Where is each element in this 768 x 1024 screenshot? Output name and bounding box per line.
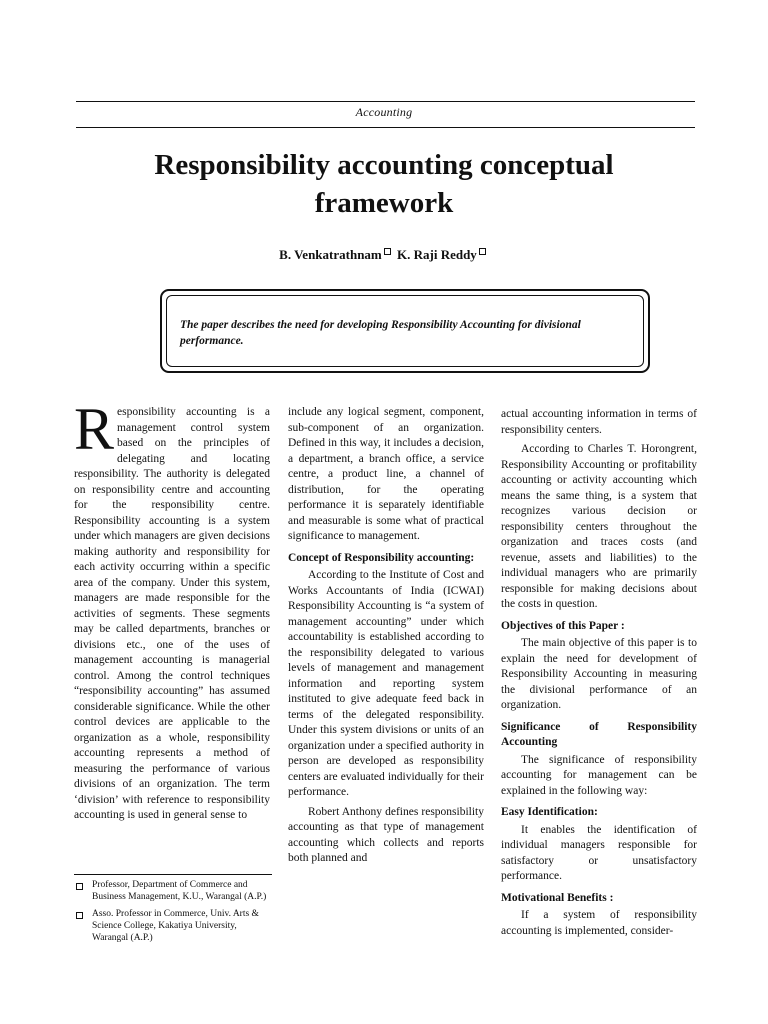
footnote: Asso. Professor in Commerce, Univ. Arts & Science College, Kakatiya University, Warangal (A.P.)	[74, 908, 272, 944]
author-name: K. Raji Reddy	[397, 247, 477, 262]
section-heading: Concept of Responsibility accounting:	[288, 551, 475, 564]
article-title: Responsibility accounting conceptual framework	[154, 149, 614, 219]
section-heading: Significance of Responsibility Accounting	[501, 720, 697, 748]
body-paragraph: It enables the identification of individual managers responsible for satisfactory or unsatisfactory performance.	[501, 823, 697, 882]
section-heading: Motivational Benefits :	[501, 891, 614, 904]
footnotes	[74, 874, 272, 949]
body-paragraph: According to Charles T. Horongrent, Responsibility Accounting or profitability accounting or activity accounting which means the same thing, is a system that recognizes various decision or responsibility centers throughout the organization and traces costs (and revenue, assets and liabilities) to the individual managers who are primarily responsible for making decisions about the costs in question.	[501, 443, 697, 610]
footnote: Professor, Department of Commerce and Business Management, K.U., Warangal (A.P.)	[74, 879, 272, 903]
footnote-marker-icon	[76, 883, 83, 890]
header-bottom-rule	[76, 127, 695, 128]
footnote-marker-icon	[479, 248, 486, 255]
body-paragraph: According to the Institute of Cost and Works Accountants of India (ICWAI) Responsibility Accounting is “a system of management accounting” under which accountability is established according to the responsibility delegated to various levels of management and management information and reporting system instituted to give adequate feed back in terms of the delegated responsibility. Under this system divisions or units of an organization under a specified authority in person are developed as responsibility centers are evaluated individually for their performance.	[288, 569, 484, 798]
abstract-text: The paper describes the need for developing Responsibility Accounting for divisional performance.	[180, 319, 581, 347]
body-paragraph: Robert Anthony defines responsibility accounting as that type of management accounting which collects and reports both planned and	[288, 805, 484, 864]
section-label: Accounting	[355, 105, 413, 119]
section-heading: Easy Identification:	[501, 806, 598, 818]
abstract-box	[160, 289, 650, 373]
author-line	[0, 247, 768, 263]
body-column-3	[501, 407, 697, 939]
footnote-marker-icon	[76, 912, 83, 919]
drop-cap: R	[74, 396, 115, 462]
body-column-2	[288, 405, 484, 867]
body-column-1	[74, 396, 270, 824]
body-paragraph: include any logical segment, component, sub-component of an organization. Defined in this way, it includes a decision, a department, a branch office, a service centre, a product line, a channel of distribution, for the operating performance it is separately identifiable and measurable is some what of practical significance to management.	[288, 406, 484, 542]
body-paragraph: The significance of responsibility accounting for management can be explained in the following way:	[501, 753, 697, 797]
body-paragraph: The main objective of this paper is to explain the need for development of Responsibility Accounting in measuring the divisional performance of an organization.	[501, 637, 697, 711]
section-heading: Objectives of this Paper :	[501, 619, 625, 632]
author-name: B. Venkatrathnam	[279, 247, 382, 262]
body-paragraph: Responsibility accounting is a management control system based on the principles of delegating and locating responsibility. The authority is delegated on responsibility centre and accounting for the responsibility centre. Responsibility accounting is a system under which managers are given decisions making authority and responsibility for each activity occurring within a specific area of the company. Under this system, managers are made responsible for the activities of segments. These segments may be called departments, branches or divisions etc., one of the uses of management accounting is managerial control. Among the control techniques “responsibility accounting” has assumed considerable significance. While the other control devices are applicable to the organization as a whole, responsibility accounting represents a method of measuring the performance of various divisions of an organization. The term ‘division’ with reference to responsibility accounting is used in general sense to	[74, 396, 270, 821]
header-top-rule	[76, 101, 695, 102]
body-paragraph: If a system of responsibility accounting is implemented, consider-	[501, 909, 697, 937]
body-paragraph: actual accounting information in terms of responsibility centers.	[501, 408, 697, 436]
footnote-marker-icon	[384, 248, 391, 255]
